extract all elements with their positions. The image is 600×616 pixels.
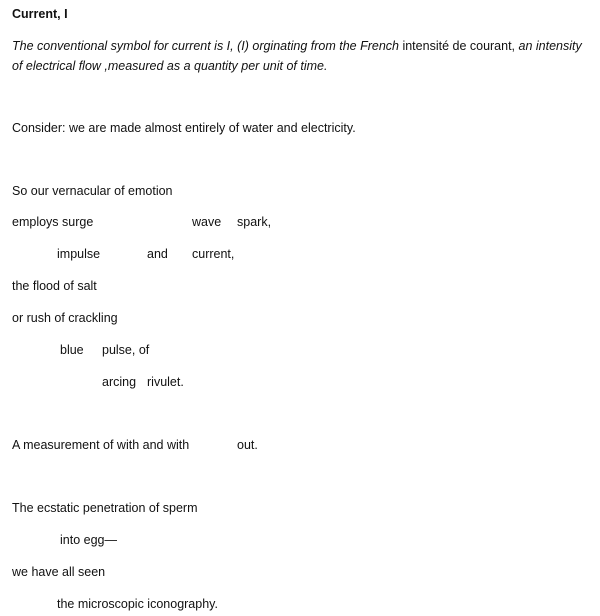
word-out: out. (237, 438, 258, 452)
intro-part-3: an intensity of electrical flow ,measured as a quantity per unit of time. (12, 39, 582, 73)
line-ecstatic: The ecstatic penetration of sperm (12, 501, 198, 515)
line-consider: Consider: we are made almost entirely of water and electricity. (12, 121, 356, 135)
intro-paragraph (12, 36, 592, 76)
word-pulse: pulse, of (102, 343, 150, 357)
line-into-egg: into egg— (60, 533, 117, 547)
line-rush: or rush of crackling (12, 311, 118, 325)
word-rivulet: rivulet. (147, 375, 184, 389)
line-microscopic: the microscopic iconography. (57, 597, 218, 611)
word-spark: spark, (237, 215, 272, 229)
word-blue: blue (60, 343, 84, 357)
word-current: current, (192, 247, 235, 261)
intro-part-1: The conventional symbol for current is I, (I) orginating from the French (12, 39, 399, 53)
word-and: and (147, 247, 168, 261)
word-impulse: impulse (57, 247, 101, 261)
line-flood: the flood of salt (12, 279, 97, 293)
line-employs: employs surge (12, 215, 94, 229)
line-measurement: A measurement of with and with (12, 438, 190, 452)
poem-title: Current, I (12, 7, 68, 21)
line-we-have: we have all seen (12, 565, 106, 579)
line-so-our: So our vernacular of emotion (12, 184, 173, 198)
word-wave: wave (192, 215, 222, 229)
word-arcing: arcing (102, 375, 137, 389)
intro-part-2: intensité de courant, (398, 39, 519, 53)
